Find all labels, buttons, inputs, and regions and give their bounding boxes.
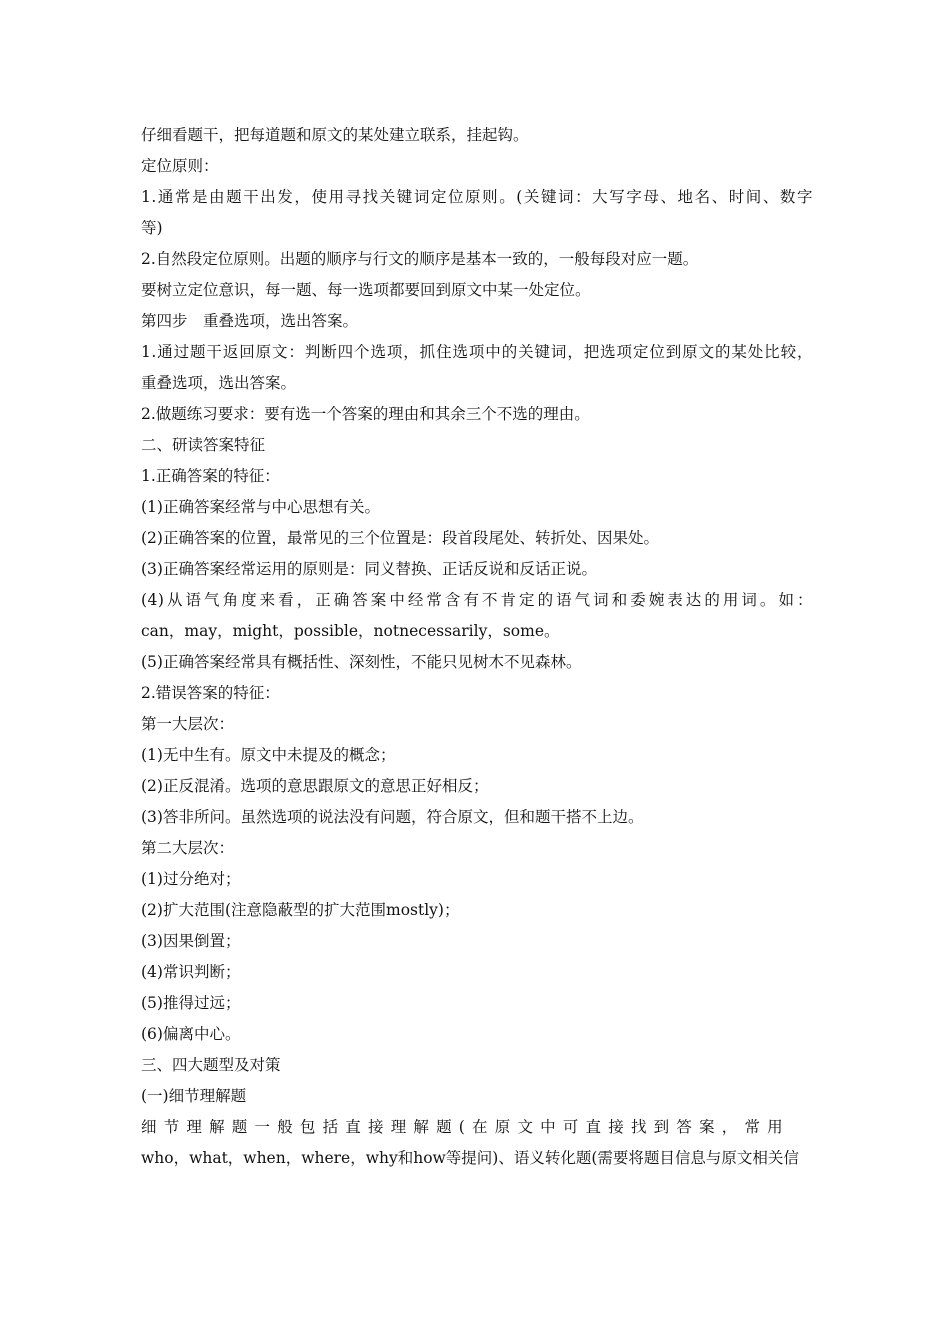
paragraph-line: 1.通常是由题干出发，使用寻找关键词定位原则。(关键词：大写字母、地名、时间、数字	[141, 188, 813, 206]
list-item: (4)从语气角度来看，正确答案中经常含有不肯定的语气词和委婉表达的用词。如：	[141, 591, 813, 609]
list-item: (3)答非所问。虽然选项的说法没有问题，符合原文，但和题干搭不上边。	[141, 808, 644, 826]
list-item: (5)推得过远；	[141, 994, 241, 1012]
paragraph-line: 2.做题练习要求：要有选一个答案的理由和其余三个不选的理由。	[141, 405, 590, 423]
paragraph-line: 细节理解题一般包括直接理解题(在原文中可直接找到答案，常用	[141, 1118, 790, 1136]
list-item: (2)正反混淆。选项的意思跟原文的意思正好相反；	[141, 777, 489, 795]
section-heading: 三、四大题型及对策	[141, 1056, 281, 1074]
list-item: (2)扩大范围(注意隐蔽型的扩大范围mostly)；	[141, 901, 460, 919]
list-item: (3)正确答案经常运用的原则是：同义替换、正话反说和反话正说。	[141, 560, 597, 578]
list-item: (1)过分绝对；	[141, 870, 241, 888]
list-item: (3)因果倒置；	[141, 932, 241, 950]
list-item-continuation: can，may，might，possible，notnecessarily，some。	[141, 622, 560, 640]
paragraph-line: 要树立定位意识，每一题、每一选项都要回到原文中某一处定位。	[141, 281, 591, 299]
paragraph-line: 2.自然段定位原则。出题的顺序与行文的顺序是基本一致的，一般每段对应一题。	[141, 250, 699, 268]
subsection-heading: 第二大层次：	[141, 839, 235, 857]
section-heading: 二、研读答案特征	[141, 436, 266, 454]
list-item: (6)偏离中心。	[141, 1025, 241, 1043]
subsection-heading: 2.错误答案的特征：	[141, 684, 280, 702]
subsection-heading: (一)细节理解题	[141, 1087, 247, 1105]
section-heading: 定位原则：	[141, 157, 219, 175]
paragraph-line: 重叠选项，选出答案。	[141, 374, 297, 392]
paragraph-line: 1.通过题干返回原文：判断四个选项，抓住选项中的关键词，把选项定位到原文的某处比较，	[141, 343, 813, 361]
subsection-heading: 1.正确答案的特征：	[141, 467, 280, 485]
list-item: (5)正确答案经常具有概括性、深刻性，不能只见树木不见森林。	[141, 653, 582, 671]
list-item: (1)正确答案经常与中心思想有关。	[141, 498, 380, 516]
paragraph-line: 仔细看题干，把每道题和原文的某处建立联系，挂起钩。	[141, 126, 529, 144]
list-item: (1)无中生有。原文中未提及的概念；	[141, 746, 396, 764]
paragraph-line: 等)	[141, 219, 163, 237]
document-body	[141, 120, 813, 1174]
paragraph-line: who，what，when，where，why和how等提问)、语义转化题(需要将题目信息与原文相关信	[141, 1149, 799, 1167]
subsection-heading: 第一大层次：	[141, 715, 235, 733]
list-item: (2)正确答案的位置，最常见的三个位置是：段首段尾处、转折处、因果处。	[141, 529, 659, 547]
section-heading: 第四步 重叠选项，选出答案。	[141, 312, 359, 330]
list-item: (4)常识判断；	[141, 963, 241, 981]
